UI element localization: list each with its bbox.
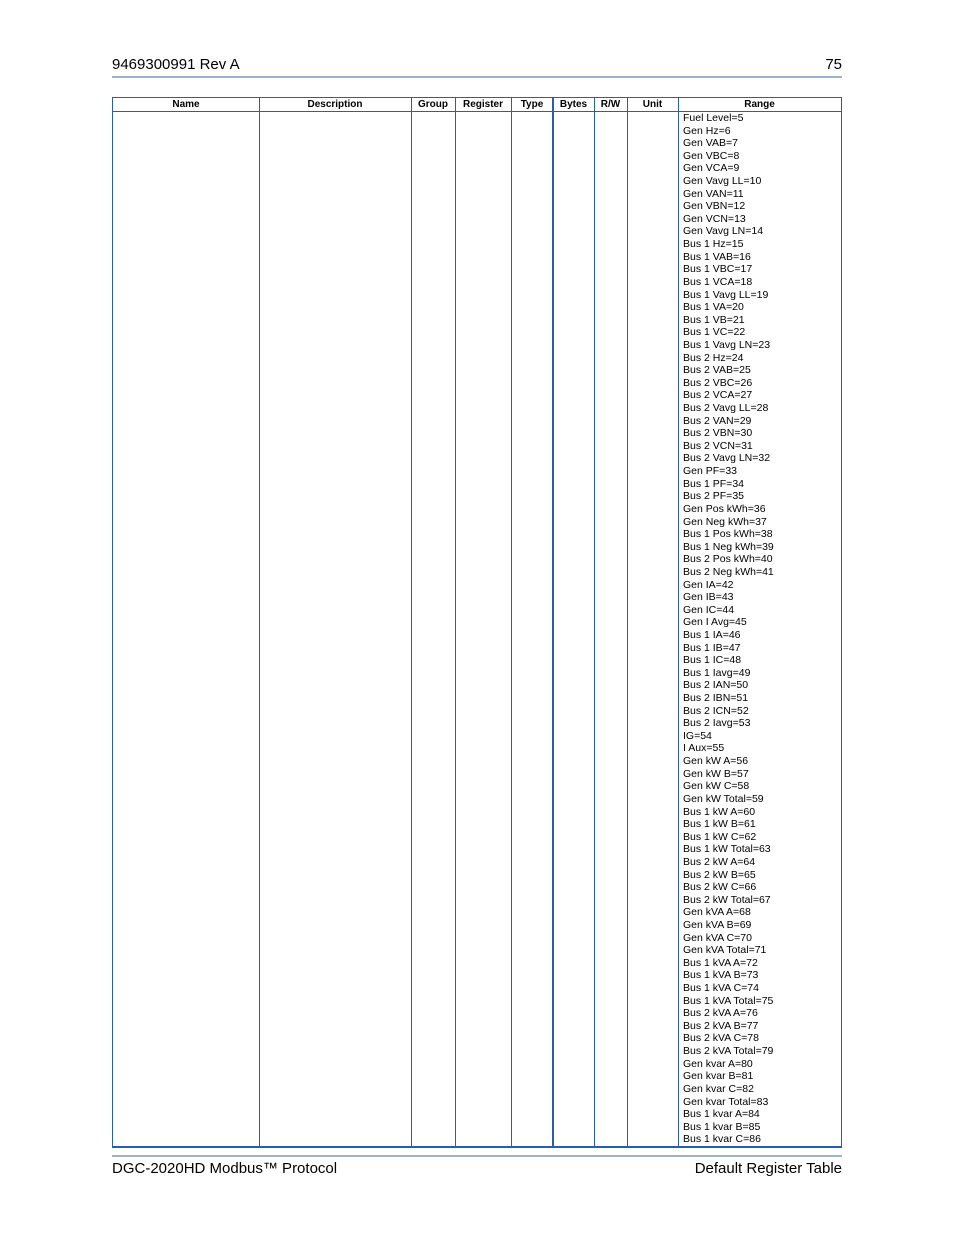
range-value-item: Bus 1 IC=48 xyxy=(683,654,742,667)
range-value-item: Gen VCN=13 xyxy=(683,212,746,225)
range-value-item: Bus 2 VBC=26 xyxy=(683,376,753,389)
range-value-item: Gen VCA=9 xyxy=(683,162,740,175)
range-value-item: Bus 2 VCA=27 xyxy=(683,389,753,402)
range-value-item: Bus 2 VBN=30 xyxy=(683,427,753,440)
range-value-item: Bus 1 kW B=61 xyxy=(683,818,756,831)
range-value-item: Bus 1 kVA B=73 xyxy=(683,969,759,982)
range-value-item: Gen Vavg LN=14 xyxy=(683,225,764,238)
range-value-item: Bus 2 kW Total=67 xyxy=(683,893,771,906)
range-value-item: Bus 1 Neg kWh=39 xyxy=(683,540,774,553)
range-value-item: Gen kvar Total=83 xyxy=(683,1095,769,1108)
column-header-type: Type xyxy=(520,99,544,110)
range-value-item: Bus 1 kVA Total=75 xyxy=(683,994,774,1007)
range-value-item: Gen kVA B=69 xyxy=(683,919,752,931)
range-value-item: Bus 2 kW B=65 xyxy=(683,868,756,881)
range-value-item: Bus 2 VAN=29 xyxy=(683,414,752,427)
range-value-item: Bus 1 VB=21 xyxy=(683,313,745,326)
range-value-item: Gen Vavg LL=10 xyxy=(683,175,762,188)
range-value-item: Bus 1 Vavg LL=19 xyxy=(683,288,769,301)
range-value-item: Bus 1 VCA=18 xyxy=(683,275,753,288)
footer-divider xyxy=(112,1155,842,1157)
column-divider xyxy=(259,98,260,1147)
range-value-item: Bus 2 kVA C=78 xyxy=(683,1032,759,1045)
range-value-item: Bus 1 VBC=17 xyxy=(683,263,753,276)
range-value-item: Gen kVA A=68 xyxy=(683,906,751,919)
range-value-item: Bus 2 Iavg=53 xyxy=(683,717,751,730)
range-value-item: Bus 2 VCN=31 xyxy=(683,439,753,452)
range-value-item: Gen PF=33 xyxy=(683,465,737,478)
range-value-item: Bus 2 kVA Total=79 xyxy=(683,1045,774,1058)
range-value-item: Gen VAB=7 xyxy=(683,137,738,150)
range-value-item: Bus 2 Vavg LN=32 xyxy=(683,452,771,465)
range-value-item: Gen Pos kWh=36 xyxy=(683,502,766,515)
column-divider xyxy=(627,98,628,1147)
range-value-item: Gen Hz=6 xyxy=(683,124,731,137)
range-value-item: Bus 2 Hz=24 xyxy=(683,351,744,364)
range-value-item: Bus 2 kVA A=76 xyxy=(683,1007,758,1020)
column-header-description: Description xyxy=(307,99,363,110)
range-value-item: Bus 1 kvar B=85 xyxy=(683,1120,761,1133)
column-header-register: Register xyxy=(462,99,503,110)
header-divider xyxy=(112,76,842,78)
range-value-item: Bus 2 PF=35 xyxy=(683,490,744,503)
range-value-item: Bus 1 kW Total=63 xyxy=(683,843,771,856)
range-value-item: Bus 2 Vavg LL=28 xyxy=(683,402,769,415)
page-number: 75 xyxy=(825,56,842,73)
range-value-item: Gen kW Total=59 xyxy=(683,792,764,805)
column-header-rw: R/W xyxy=(600,99,621,110)
document-title: DGC-2020HD Modbus™ Protocol xyxy=(112,1160,338,1177)
range-value-item: Bus 1 kW A=60 xyxy=(683,805,756,818)
document-number: 9469300991 Rev A xyxy=(112,56,240,73)
range-value-item: Bus 2 IAN=50 xyxy=(683,679,749,692)
column-header-group: Group xyxy=(418,99,448,110)
range-value-item: Gen kW A=56 xyxy=(683,755,749,768)
range-value-item: Bus 2 VAB=25 xyxy=(683,364,751,377)
range-value-item: Gen IA=42 xyxy=(683,578,734,591)
range-value-item: Bus 2 IBN=51 xyxy=(683,692,749,705)
range-value-item: Bus 1 VAB=16 xyxy=(683,250,751,263)
range-value-item: Bus 1 VA=20 xyxy=(683,301,744,314)
range-value-item: Gen VBN=12 xyxy=(683,200,746,213)
range-value-item: Fuel Level=5 xyxy=(683,112,744,124)
range-value-item: Bus 2 ICN=52 xyxy=(683,704,749,717)
column-header-unit: Unit xyxy=(642,99,663,110)
range-value-item: Gen kW B=57 xyxy=(683,767,749,780)
range-value-item: Bus 1 PF=34 xyxy=(683,477,744,490)
range-value-item: IG=54 xyxy=(683,729,712,742)
range-value-item: Bus 2 kVA B=77 xyxy=(683,1019,759,1032)
range-value-item: Bus 1 Vavg LN=23 xyxy=(683,338,771,351)
range-value-item: Gen kVA C=70 xyxy=(683,931,752,944)
range-value-item: Bus 1 kVA A=72 xyxy=(683,956,758,969)
column-divider xyxy=(455,98,456,1147)
range-value-item: Gen kVA Total=71 xyxy=(683,944,767,957)
range-value-item: Gen Neg kWh=37 xyxy=(683,515,767,528)
range-value-item: Gen IB=43 xyxy=(683,591,734,604)
range-value-item: Gen VAN=11 xyxy=(683,187,744,200)
range-value-item: Gen kvar B=81 xyxy=(683,1070,754,1083)
table-header-row xyxy=(113,98,841,112)
column-header-range: Range xyxy=(744,99,775,110)
range-value-item: Bus 1 kvar C=86 xyxy=(683,1133,761,1146)
column-divider xyxy=(552,98,554,1147)
range-value-item: Bus 1 Iavg=49 xyxy=(683,666,751,679)
range-value-item: Bus 2 Pos kWh=40 xyxy=(683,553,773,566)
column-divider xyxy=(511,98,512,1147)
range-value-item: I Aux=55 xyxy=(683,742,725,755)
range-value-item: Gen kvar A=80 xyxy=(683,1057,753,1070)
range-value-item: Bus 1 kvar A=84 xyxy=(683,1108,760,1121)
column-header-name: Name xyxy=(172,99,200,110)
column-divider xyxy=(411,98,412,1147)
column-divider xyxy=(594,98,595,1147)
range-value-item: Bus 1 IB=47 xyxy=(683,641,741,654)
range-value-item: Bus 2 Neg kWh=41 xyxy=(683,565,774,578)
range-value-item: Bus 1 IA=46 xyxy=(683,628,741,641)
table-bottom-border xyxy=(113,1146,841,1148)
range-value-item: Bus 2 kW C=66 xyxy=(683,881,757,894)
range-value-item: Bus 1 kW C=62 xyxy=(683,830,757,843)
range-value-item: Gen I Avg=45 xyxy=(683,616,747,629)
range-value-item: Gen IC=44 xyxy=(683,603,735,616)
range-value-item: Gen VBC=8 xyxy=(683,149,740,162)
range-value-item: Gen kvar C=82 xyxy=(683,1082,754,1095)
range-values-list xyxy=(683,112,839,1146)
range-value-item: Bus 1 Hz=15 xyxy=(683,238,744,251)
range-value-item: Bus 1 kVA C=74 xyxy=(683,982,759,995)
range-value-item: Bus 1 VC=22 xyxy=(683,326,746,339)
register-table xyxy=(112,97,842,1148)
range-value-item: Bus 1 Pos kWh=38 xyxy=(683,528,773,541)
range-value-item: Gen kW C=58 xyxy=(683,780,750,793)
column-header-bytes: Bytes xyxy=(559,99,588,110)
range-value-item: Bus 2 kW A=64 xyxy=(683,855,756,868)
column-divider xyxy=(678,98,679,1147)
section-title: Default Register Table xyxy=(694,1160,842,1177)
